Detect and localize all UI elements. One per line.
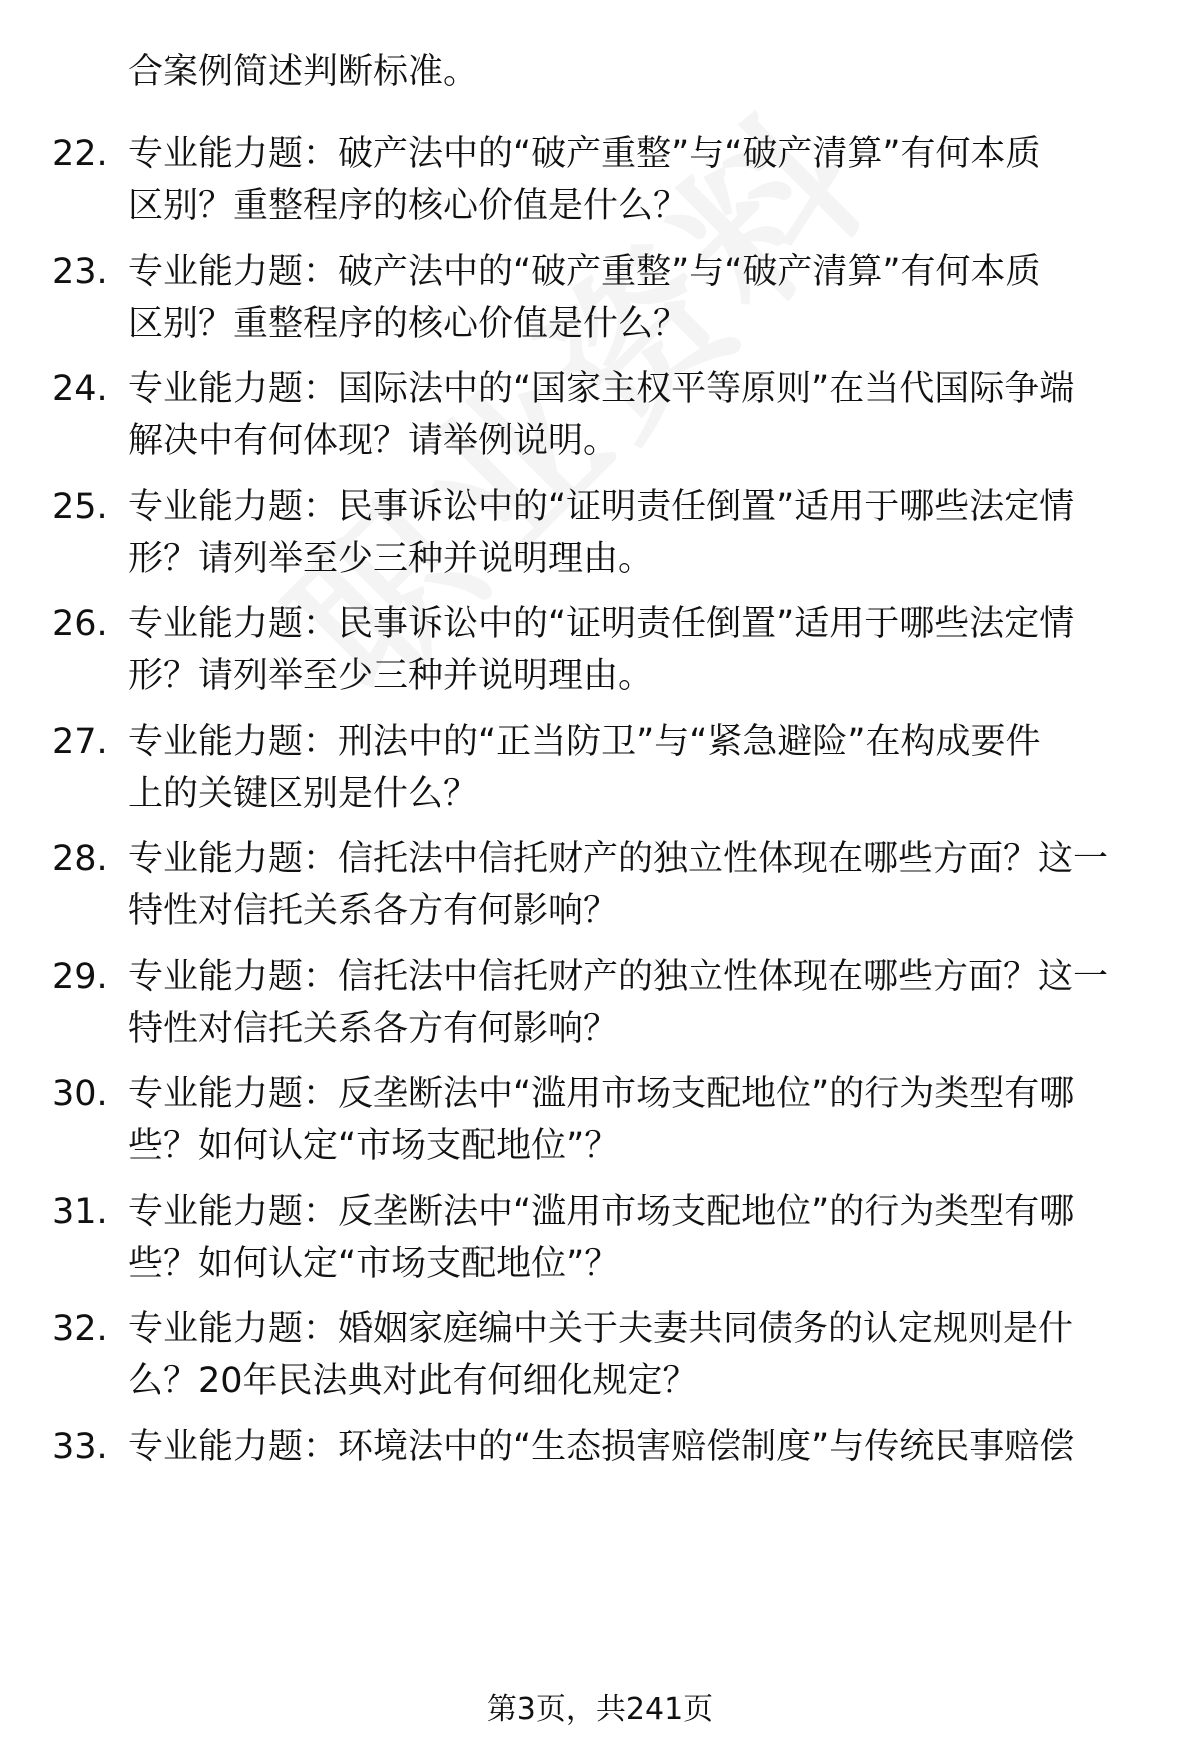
question-text-line1: 专业能力题：破产法中的“破产重整”与“破产清算”有何本质: [128, 134, 1041, 174]
question-item: [0, 602, 1200, 702]
question-text-line2: 解决中有何体现？请举例说明。: [128, 421, 619, 461]
question-text-line2: 些？如何认定“市场支配地位”？: [128, 1244, 620, 1284]
question-number: 22.: [52, 134, 108, 174]
question-item: [0, 485, 1200, 585]
question-number: 30.: [52, 1074, 108, 1114]
question-text-line2: 特性对信托关系各方有何影响？: [128, 891, 619, 931]
question-text-line2: 形？请列举至少三种并说明理由。: [128, 656, 654, 696]
question-text-line1: 专业能力题：刑法中的“正当防卫”与“紧急避险”在构成要件: [128, 722, 1041, 762]
question-text-line1: 专业能力题：婚姻家庭编中关于夫妻共同债务的认定规则是什: [128, 1309, 1074, 1349]
question-number: 31.: [52, 1192, 108, 1232]
question-text-line2: 么？20年民法典对此有何细化规定？: [128, 1361, 698, 1401]
question-number: 25.: [52, 487, 108, 527]
question-item: [0, 720, 1200, 820]
question-item: [0, 1425, 1200, 1525]
question-number: 29.: [52, 957, 108, 997]
question-item: [0, 250, 1200, 350]
question-text-line1: 专业能力题：反垄断法中“滥用市场支配地位”的行为类型有哪: [128, 1074, 1075, 1114]
question-text-line1: 专业能力题：破产法中的“破产重整”与“破产清算”有何本质: [128, 252, 1041, 292]
question-number: 32.: [52, 1309, 108, 1349]
question-number: 33.: [52, 1427, 108, 1467]
question-text-line2: 形？请列举至少三种并说明理由。: [128, 539, 654, 579]
question-text-line2: 区别？重整程序的核心价值是什么？: [128, 304, 689, 344]
page-footer: 第3页，共241页: [486, 1692, 714, 1727]
question-text-line1: 专业能力题：民事诉讼中的“证明责任倒置”适用于哪些法定情: [128, 487, 1075, 527]
question-number: 28.: [52, 839, 108, 879]
question-item: [0, 132, 1200, 232]
question-number: 27.: [52, 722, 108, 762]
question-item: [0, 837, 1200, 937]
question-text-line2: 特性对信托关系各方有何影响？: [128, 1009, 619, 1049]
question-item: [0, 1072, 1200, 1172]
question-text-line1: 专业能力题：信托法中信托财产的独立性体现在哪些方面？这一: [128, 839, 1109, 879]
question-text-line2: 区别？重整程序的核心价值是什么？: [128, 186, 689, 226]
question-number: 24.: [52, 369, 108, 409]
intro-line: 合案例简述判断标准。: [128, 52, 479, 92]
question-text-line1: 专业能力题：民事诉讼中的“证明责任倒置”适用于哪些法定情: [128, 604, 1075, 644]
question-text-line2: 些？如何认定“市场支配地位”？: [128, 1126, 620, 1166]
question-text-line2: 上的关键区别是什么？: [128, 774, 479, 814]
question-item: [0, 1190, 1200, 1290]
question-text-line1: 专业能力题：反垄断法中“滥用市场支配地位”的行为类型有哪: [128, 1192, 1075, 1232]
question-item: [0, 955, 1200, 1055]
question-number: 26.: [52, 604, 108, 644]
question-item: [0, 1307, 1200, 1407]
question-text-line1: 专业能力题：国际法中的“国家主权平等原则”在当代国际争端: [128, 369, 1075, 409]
question-text-line1: 专业能力题：信托法中信托财产的独立性体现在哪些方面？这一: [128, 957, 1109, 997]
question-number: 23.: [52, 252, 108, 292]
question-item: [0, 367, 1200, 467]
question-text-line1: 专业能力题：环境法中的“生态损害赔偿制度”与传统民事赔偿: [128, 1427, 1075, 1467]
